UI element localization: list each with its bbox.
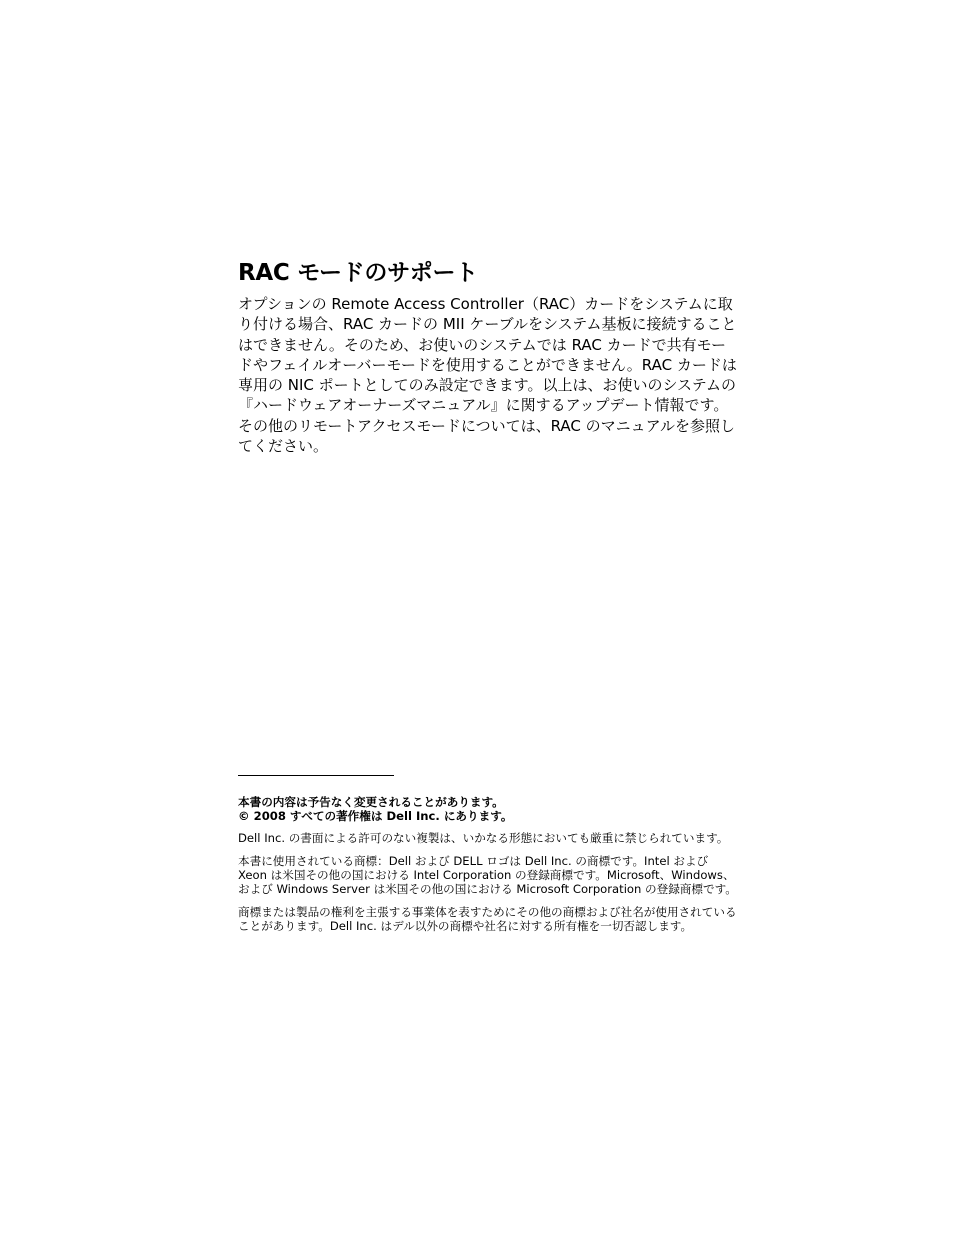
trademark-notice: 本書に使用されている商標：Dell および DELL ロゴは Dell Inc. の商標です。Intel および Xeon は米国その他の国における Intel Corporation の登録商標です。Microsoft、Windows、および Windows Server は米国その他の国における Microsoft Corporation の登録商標です。: [238, 854, 737, 896]
trademark-disclaimer: 商標または製品の権利を主張する事業体を表すためにその他の商標および社名が使用されていることがあります。Dell Inc. はデル以外の商標や社名に対する所有権を一切否認します。: [238, 905, 737, 933]
copyright-notice: © 2008 すべての著作権は Dell Inc. にあります。: [238, 809, 513, 823]
reproduction-notice: Dell Inc. の書面による許可のない複製は、いかなる形態においても厳重に禁じられています。: [238, 831, 729, 845]
section-heading: RAC モードのサポート: [238, 260, 478, 286]
rac-mode-section: [238, 258, 738, 456]
section-body: オプションの Remote Access Controller（RAC）カードをシステムに取り付ける場合、RAC カードの MII ケーブルをシステム基板に接続することはできません。そのため、お使いのシステムでは RAC カードで共有モードやフェイルオーバーモードを使用することができません。RAC カードは専用の NIC ポートとしてのみ設定できます。以上は、お使いのシステムの『ハードウェアオーナーズマニュアル』に関するアップデート情報です。その他のリモートアクセスモードについては、RAC のマニュアルを参照してください。: [238, 295, 737, 456]
legal-footer: [238, 795, 740, 933]
change-notice: 本書の内容は予告なく変更されることがあります。: [238, 795, 504, 809]
footnote-divider: [238, 775, 394, 776]
